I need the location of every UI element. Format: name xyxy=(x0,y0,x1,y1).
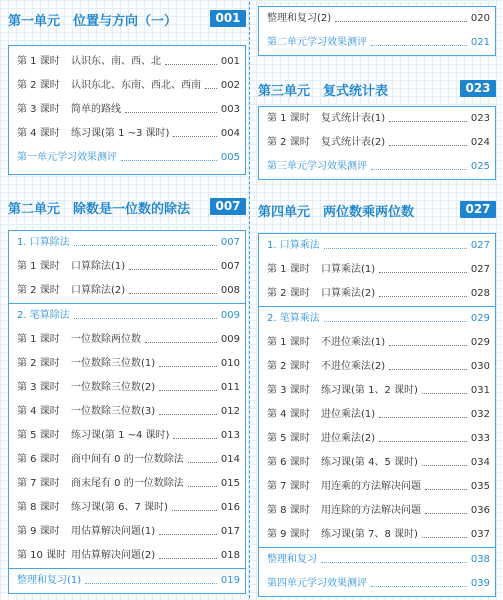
page-number: 021 xyxy=(470,37,490,48)
lesson-label: 第 1 课时 xyxy=(17,334,60,345)
entry-title: 口算乘法(1) xyxy=(321,264,376,275)
lesson-label: 第 2 课时 xyxy=(17,80,60,91)
page-number: 016 xyxy=(220,502,240,513)
toc-entry[interactable] xyxy=(9,520,245,544)
toc-entry[interactable] xyxy=(259,7,495,31)
lesson-label: 第 1 课时 xyxy=(267,337,310,348)
page-number: 010 xyxy=(220,358,240,369)
toc-entry[interactable] xyxy=(259,31,495,55)
dot-leader xyxy=(121,146,217,161)
dot-leader xyxy=(129,255,217,270)
dot-leader xyxy=(188,448,217,463)
lesson-label: 第 3 课时 xyxy=(267,385,310,396)
unit-1-list xyxy=(8,45,246,175)
page-number: 019 xyxy=(220,575,240,586)
dot-leader xyxy=(425,475,467,490)
entry-title: 2. 笔算除法 xyxy=(17,310,70,321)
toc-entry[interactable] xyxy=(259,282,495,306)
page-number: 009 xyxy=(220,310,240,321)
lesson-label: 第 5 课时 xyxy=(267,433,310,444)
lesson-label: 第 1 课时 xyxy=(267,113,310,124)
unit-title: 第一单元 位置与方向（一） xyxy=(8,14,178,29)
dot-leader xyxy=(173,122,217,137)
toc-entry[interactable] xyxy=(259,258,495,282)
page-number: 011 xyxy=(220,382,240,393)
dot-leader xyxy=(321,548,467,563)
lesson-label: 第 4 课时 xyxy=(267,409,310,420)
lesson-label: 第 2 课时 xyxy=(267,361,310,372)
toc-entry[interactable] xyxy=(259,355,495,379)
page-number: 035 xyxy=(470,481,490,492)
unit-title: 第三单元 复式统计表 xyxy=(258,84,389,99)
toc-entry[interactable] xyxy=(9,231,245,255)
dot-leader xyxy=(425,499,467,514)
toc-entry[interactable] xyxy=(259,307,495,331)
toc-entry[interactable] xyxy=(259,234,495,258)
page-number: 027 xyxy=(470,240,490,251)
toc-entry[interactable] xyxy=(259,499,495,523)
entry-title: 简单的路线 xyxy=(71,104,121,115)
page-number: 029 xyxy=(470,337,490,348)
unit-2-list xyxy=(8,230,246,594)
lesson-label: 第 6 课时 xyxy=(17,454,60,465)
page-number: 012 xyxy=(220,406,240,417)
dot-leader xyxy=(379,427,467,442)
entry-title: 口算乘法(2) xyxy=(321,288,376,299)
lesson-label: 第 2 课时 xyxy=(17,358,60,369)
toc-entry[interactable] xyxy=(259,131,495,155)
entry-title: 认识东北、东南、西北、西南 xyxy=(71,80,201,91)
toc-entry[interactable] xyxy=(9,472,245,496)
entry-title: 第二单元学习效果测评 xyxy=(267,37,367,48)
page-number: 032 xyxy=(470,409,490,420)
toc-entry[interactable] xyxy=(9,255,245,279)
toc-entry[interactable] xyxy=(259,427,495,451)
unit-title: 第四单元 两位数乘两位数 xyxy=(258,205,415,220)
page-number: 024 xyxy=(470,137,490,148)
lesson-label: 第 6 课时 xyxy=(267,457,310,468)
dot-leader xyxy=(389,331,467,346)
entry-title: 练习课(第 6、7 课时) xyxy=(71,502,168,513)
entry-title: 用连除的方法解决问题 xyxy=(321,505,421,516)
toc-entry[interactable] xyxy=(9,496,245,520)
toc-entry[interactable] xyxy=(9,146,245,170)
dot-leader xyxy=(379,403,467,418)
toc-entry[interactable] xyxy=(9,352,245,376)
unit-3-list xyxy=(258,106,496,180)
page-number: 007 xyxy=(220,261,240,272)
entry-title: 一位数除三位数(3) xyxy=(71,406,156,417)
page-number: 015 xyxy=(220,478,240,489)
entry-title: 练习课(第 1 ~3 课时) xyxy=(71,128,170,139)
lesson-label: 第 1 课时 xyxy=(267,264,310,275)
lesson-label: 第 2 课时 xyxy=(17,285,60,296)
toc-entry[interactable] xyxy=(9,74,245,98)
entry-title: 第四单元学习效果测评 xyxy=(267,578,367,589)
entry-title: 不进位乘法(2) xyxy=(321,361,386,372)
entry-title: 练习课(第 1、2 课时) xyxy=(321,385,418,396)
page-number: 002 xyxy=(220,80,240,91)
dot-leader xyxy=(422,379,467,394)
column-divider xyxy=(249,2,250,598)
lesson-label: 第 8 课时 xyxy=(17,502,60,513)
entry-title: 练习课(第 4、5 课时) xyxy=(321,457,418,468)
lesson-label: 第 3 课时 xyxy=(17,104,60,115)
page-number: 034 xyxy=(470,457,490,468)
dot-leader xyxy=(159,400,217,415)
page-number: 017 xyxy=(220,526,240,537)
entry-title: 1. 口算乘法 xyxy=(267,240,320,251)
page-number: 014 xyxy=(220,454,240,465)
toc-entry[interactable] xyxy=(9,424,245,448)
entry-title: 不进位乘法(1) xyxy=(321,337,386,348)
entry-title: 2. 笔算乘法 xyxy=(267,313,320,324)
lesson-label: 第 2 课时 xyxy=(267,137,310,148)
toc-entry[interactable] xyxy=(259,475,495,499)
dot-leader xyxy=(159,352,217,367)
entry-title: 一位数除三位数(2) xyxy=(71,382,156,393)
dot-leader xyxy=(173,424,217,439)
lesson-label: 第 3 课时 xyxy=(17,382,60,393)
entry-title: 整理和复习 xyxy=(267,554,317,565)
page-number: 023 xyxy=(470,113,490,124)
toc-entry[interactable] xyxy=(259,107,495,131)
entry-title: 一位数除三位数(1) xyxy=(71,358,156,369)
dot-leader xyxy=(379,282,467,297)
page-number: 004 xyxy=(220,128,240,139)
entry-title: 第一单元学习效果测评 xyxy=(17,152,117,163)
page-number: 025 xyxy=(470,161,490,172)
page-number: 005 xyxy=(220,152,240,163)
unit-title: 第二单元 除数是一位数的除法 xyxy=(8,202,191,217)
entry-title: 一位数除两位数 xyxy=(71,334,141,345)
toc-entry[interactable] xyxy=(9,376,245,400)
dot-leader xyxy=(389,355,467,370)
toc-entry[interactable] xyxy=(259,572,495,596)
toc-entry[interactable] xyxy=(259,379,495,403)
entry-title: 练习课(第 1 ~4 课时) xyxy=(71,430,170,441)
entry-title: 口算除法(1) xyxy=(71,261,126,272)
unit-2-header xyxy=(8,195,246,219)
dot-leader xyxy=(335,7,467,22)
dot-leader xyxy=(172,496,217,511)
lesson-label: 第 1 课时 xyxy=(17,261,60,272)
entry-title: 用连乘的方法解决问题 xyxy=(321,481,421,492)
unit-1-header xyxy=(8,7,246,31)
entry-title: 复式统计表(1) xyxy=(321,113,386,124)
unit-page-badge[interactable]: 027 xyxy=(460,201,496,218)
toc-entry[interactable] xyxy=(259,155,495,179)
entry-title: 整理和复习(1) xyxy=(17,575,82,586)
lesson-label: 第 9 课时 xyxy=(17,526,60,537)
left-column xyxy=(8,0,246,594)
lesson-label: 第 9 课时 xyxy=(267,529,310,540)
lesson-label: 第 7 课时 xyxy=(267,481,310,492)
dot-leader xyxy=(371,572,467,587)
toc-entry[interactable] xyxy=(9,50,245,74)
dot-leader xyxy=(389,131,467,146)
dot-leader xyxy=(379,258,467,273)
lesson-label: 第 7 课时 xyxy=(17,478,60,489)
page-number: 009 xyxy=(220,334,240,345)
lesson-label: 第 4 课时 xyxy=(17,406,60,417)
page-number: 030 xyxy=(470,361,490,372)
page-number: 003 xyxy=(220,104,240,115)
dot-leader xyxy=(188,472,217,487)
toc-entry[interactable] xyxy=(259,523,495,547)
lesson-label: 第 8 课时 xyxy=(267,505,310,516)
dot-leader xyxy=(422,451,467,466)
dot-leader xyxy=(159,544,217,559)
dot-leader xyxy=(85,569,217,584)
dot-leader xyxy=(324,307,467,322)
toc-entry[interactable] xyxy=(259,451,495,475)
toc-entry[interactable] xyxy=(259,403,495,427)
dot-leader xyxy=(389,107,467,122)
lesson-label: 第 5 课时 xyxy=(17,430,60,441)
page-number: 029 xyxy=(470,313,490,324)
lesson-label: 第 4 课时 xyxy=(17,128,60,139)
dot-leader xyxy=(74,304,217,319)
unit-4-list xyxy=(258,233,496,597)
page-number: 037 xyxy=(470,529,490,540)
page-number: 008 xyxy=(220,285,240,296)
page-number: 036 xyxy=(470,505,490,516)
page-number: 027 xyxy=(470,264,490,275)
toc-entry[interactable] xyxy=(259,331,495,355)
page-number: 039 xyxy=(470,578,490,589)
page-number: 007 xyxy=(220,237,240,248)
entry-title: 整理和复习(2) xyxy=(267,13,332,24)
entry-title: 1. 口算除法 xyxy=(17,237,70,248)
unit-page-badge[interactable]: 023 xyxy=(460,80,496,97)
dot-leader xyxy=(145,328,217,343)
toc-entry[interactable] xyxy=(9,569,245,593)
toc-entry[interactable] xyxy=(9,328,245,352)
page-number: 020 xyxy=(470,13,490,24)
page-number: 038 xyxy=(470,554,490,565)
dot-leader xyxy=(74,231,217,246)
unit-2-continued-list xyxy=(258,6,496,56)
page-number: 013 xyxy=(220,430,240,441)
entry-title: 商末尾有 0 的一位数除法 xyxy=(71,478,184,489)
entry-title: 第三单元学习效果测评 xyxy=(267,161,367,172)
dot-leader xyxy=(129,279,217,294)
dot-leader xyxy=(371,155,467,170)
dot-leader xyxy=(125,98,217,113)
entry-title: 商中间有 0 的一位数除法 xyxy=(71,454,184,465)
toc-entry[interactable] xyxy=(9,304,245,328)
unit-4-header xyxy=(258,198,496,222)
entry-title: 进位乘法(1) xyxy=(321,409,376,420)
toc-entry[interactable] xyxy=(9,448,245,472)
page-number: 033 xyxy=(470,433,490,444)
entry-title: 复式统计表(2) xyxy=(321,137,386,148)
entry-title: 用估算解决问题(2) xyxy=(71,550,156,561)
unit-page-badge[interactable]: 007 xyxy=(210,198,246,215)
dot-leader xyxy=(205,74,217,89)
dot-leader xyxy=(159,520,217,535)
toc-entry[interactable] xyxy=(259,548,495,572)
toc-entry[interactable] xyxy=(9,279,245,303)
right-column xyxy=(258,0,496,597)
dot-leader xyxy=(371,31,467,46)
lesson-label: 第 10 课时 xyxy=(17,550,67,561)
toc-entry[interactable] xyxy=(9,400,245,424)
toc-entry[interactable] xyxy=(9,544,245,568)
lesson-label: 第 2 课时 xyxy=(267,288,310,299)
page-number: 031 xyxy=(470,385,490,396)
toc-entry[interactable] xyxy=(9,122,245,146)
entry-title: 认识东、南、西、北 xyxy=(71,56,161,67)
dot-leader xyxy=(324,234,467,249)
toc-entry[interactable] xyxy=(9,98,245,122)
page-number: 018 xyxy=(220,550,240,561)
dot-leader xyxy=(159,376,217,391)
unit-3-header xyxy=(258,77,496,101)
page-number: 001 xyxy=(220,56,240,67)
page-number: 028 xyxy=(470,288,490,299)
entry-title: 练习课(第 7、8 课时) xyxy=(321,529,418,540)
dot-leader xyxy=(165,50,217,65)
unit-page-badge[interactable]: 001 xyxy=(210,10,246,27)
dot-leader xyxy=(422,523,467,538)
entry-title: 用估算解决问题(1) xyxy=(71,526,156,537)
entry-title: 进位乘法(2) xyxy=(321,433,376,444)
lesson-label: 第 1 课时 xyxy=(17,56,60,67)
entry-title: 口算除法(2) xyxy=(71,285,126,296)
